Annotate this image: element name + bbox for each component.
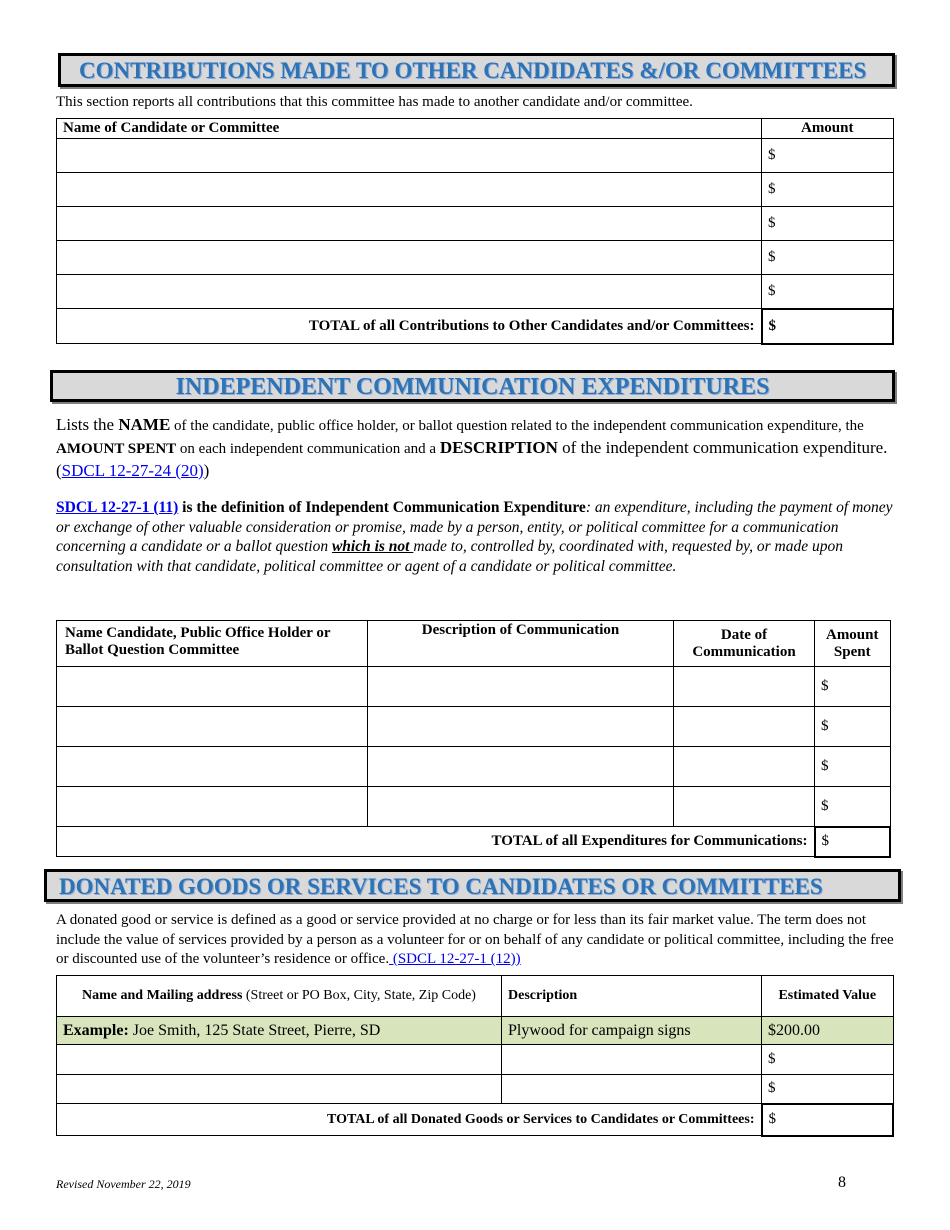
candidate-name-cell[interactable]: [57, 241, 762, 275]
table-row: [57, 173, 894, 207]
text: ): [203, 461, 210, 480]
total-row: [57, 309, 894, 344]
section-banner-independent-communication: [50, 370, 895, 402]
description-cell[interactable]: [368, 667, 674, 707]
name-address-cell[interactable]: [57, 1045, 502, 1075]
column-header-amount: Amount Spent: [815, 621, 891, 667]
table-row: [57, 787, 891, 827]
value-cell[interactable]: $: [762, 1045, 894, 1075]
section-description: [56, 414, 902, 482]
sdcl-12-27-1-12-link[interactable]: (SDCL 12-27-1 (12)): [389, 951, 521, 967]
column-header-value: Estimated Value: [762, 976, 894, 1017]
text: on each independent communication and a: [176, 441, 440, 457]
total-value-cell[interactable]: $: [762, 1104, 894, 1136]
definition-paragraph: [56, 498, 902, 576]
communication-expenditures-table: [56, 620, 891, 858]
table-row: [57, 207, 894, 241]
date-cell[interactable]: [674, 707, 815, 747]
table-row: [57, 667, 891, 707]
candidate-name-cell[interactable]: [57, 275, 762, 309]
total-amount-cell[interactable]: $: [762, 309, 894, 344]
text: AMOUNT SPENT: [56, 441, 177, 457]
text: which is not: [331, 538, 414, 556]
total-label: TOTAL of all Donated Goods or Services to Candidates or Committees:: [57, 1104, 762, 1136]
text: Name and Mailing address: [82, 988, 243, 1003]
amount-cell[interactable]: $: [762, 173, 894, 207]
section-banner-donated-goods: [44, 869, 901, 902]
donated-goods-table: [56, 975, 894, 1137]
date-cell[interactable]: [674, 787, 815, 827]
table-row: [57, 1045, 894, 1075]
revised-date: Revised November 22, 2019: [56, 1177, 191, 1191]
section-title: CONTRIBUTIONS MADE TO OTHER CANDIDATES &/OR COMMITTEES: [79, 58, 867, 83]
table-row: [57, 747, 891, 787]
date-cell[interactable]: [674, 667, 815, 707]
amount-cell[interactable]: $: [762, 207, 894, 241]
description-cell[interactable]: [502, 1075, 762, 1104]
name-address-cell[interactable]: [57, 1075, 502, 1104]
table-row: [57, 1075, 894, 1104]
text: made to, controlled by, coordinated with, requested by, or made upon consultation with that candidate, political committee or agent of a candidate or political committee.: [56, 538, 843, 575]
total-label: TOTAL of all Expenditures for Communications:: [57, 827, 815, 857]
page-number: 8: [838, 1174, 846, 1191]
description-cell[interactable]: [368, 747, 674, 787]
date-cell[interactable]: [674, 747, 815, 787]
candidate-name-cell[interactable]: [57, 139, 762, 173]
text: (Street or PO Box, City, State, Zip Code): [242, 988, 476, 1003]
amount-cell[interactable]: $: [815, 707, 891, 747]
amount-cell[interactable]: $: [762, 241, 894, 275]
section-intro: This section reports all contributions that this committee has made to another candidate and/or committee.: [56, 94, 693, 110]
description-cell[interactable]: [502, 1045, 762, 1075]
example-description-cell: Plywood for campaign signs: [502, 1017, 762, 1045]
section-title: DONATED GOODS OR SERVICES TO CANDIDATES OR COMMITTEES: [59, 874, 823, 899]
amount-cell[interactable]: $: [815, 787, 891, 827]
text: Lists the: [56, 415, 119, 434]
section-intro: [56, 911, 896, 970]
text: A donated good or service is defined as a good or service provided at no charge or for less than its fair market value. The term does not include the value of services provided by a person as a volunteer for or on behalf of any candidate or political committee, including the free or discounted use of the volunteer’s residence or office.: [56, 912, 894, 967]
description-cell[interactable]: [368, 707, 674, 747]
amount-cell[interactable]: $: [815, 747, 891, 787]
text: Example:: [63, 1021, 129, 1039]
sdcl-12-27-1-11-link[interactable]: SDCL 12-27-1 (11): [56, 499, 179, 516]
amount-cell[interactable]: $: [762, 275, 894, 309]
total-label: TOTAL of all Contributions to Other Candidates and/or Committees:: [57, 309, 762, 344]
name-cell[interactable]: [57, 787, 368, 827]
table-row: [57, 241, 894, 275]
text: Joe Smith, 125 State Street, Pierre, SD: [128, 1021, 381, 1039]
column-header-name: [57, 976, 502, 1017]
candidate-name-cell[interactable]: [57, 207, 762, 241]
name-cell[interactable]: [57, 667, 368, 707]
column-header-description: Description: [502, 976, 762, 1017]
column-header-amount: Amount: [762, 119, 894, 139]
name-cell[interactable]: [57, 707, 368, 747]
text: is the definition of Independent Communication Expenditure: [178, 499, 586, 516]
section-banner-contributions: [58, 53, 895, 87]
column-header-description: Description of Communication: [368, 621, 674, 667]
description-cell[interactable]: [368, 787, 674, 827]
column-header-date: Date of Communication: [674, 621, 815, 667]
total-amount-cell[interactable]: $: [815, 827, 891, 857]
example-value-cell: $200.00: [762, 1017, 894, 1045]
table-row: [57, 275, 894, 309]
text: DESCRIPTION: [439, 438, 558, 457]
contributions-table: [56, 118, 894, 345]
text: of the candidate, public office holder, or ballot question related to the independent communication expenditure, the: [170, 418, 864, 434]
section-title: INDEPENDENT COMMUNICATION EXPENDITURES: [175, 374, 770, 400]
column-header-name: Name of Candidate or Committee: [57, 119, 762, 139]
amount-cell[interactable]: $: [762, 139, 894, 173]
text: : an expenditure, including the payment of money or exchange of other valuable consideration or promise, made by a person, entity, or political committee for a communication concerning a candidate or a ballot question: [56, 499, 893, 556]
amount-cell[interactable]: $: [815, 667, 891, 707]
candidate-name-cell[interactable]: [57, 173, 762, 207]
sdcl-12-27-24-link[interactable]: SDCL 12-27-24 (20): [61, 461, 204, 480]
example-row: [57, 1017, 894, 1045]
text: NAME: [118, 415, 171, 434]
value-cell[interactable]: $: [762, 1075, 894, 1104]
table-row: [57, 707, 891, 747]
total-row: [57, 827, 891, 857]
text: of the independent communication expenditure. (: [56, 438, 888, 480]
name-cell[interactable]: [57, 747, 368, 787]
example-name-cell: [57, 1017, 502, 1045]
total-row: [57, 1104, 894, 1136]
table-row: [57, 139, 894, 173]
column-header-name: Name Candidate, Public Office Holder or Ballot Question Committee: [57, 621, 368, 667]
